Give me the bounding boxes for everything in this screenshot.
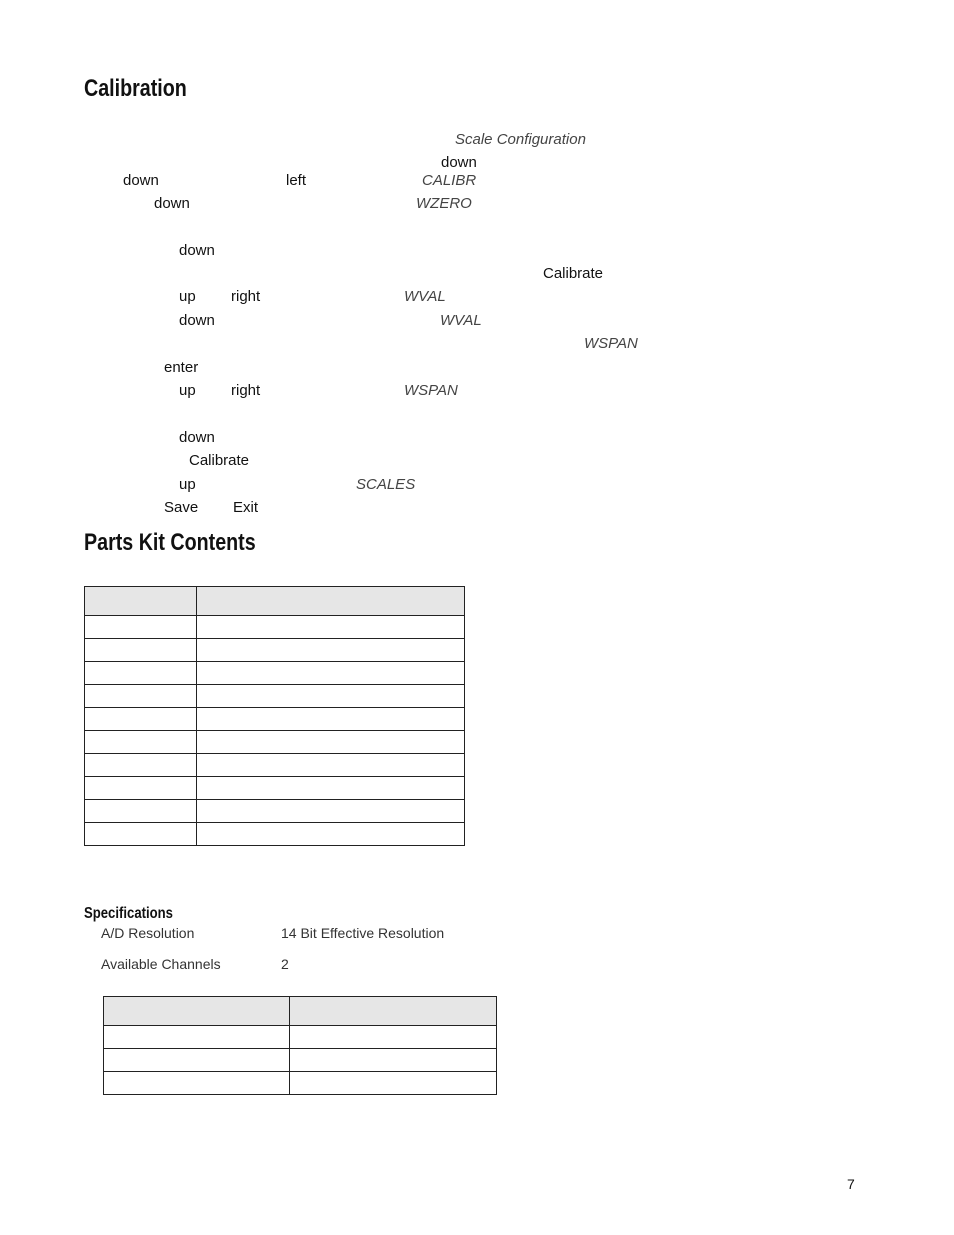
table-cell — [197, 662, 465, 685]
table-row — [85, 754, 465, 777]
table-cell — [197, 685, 465, 708]
key-down: down — [123, 172, 159, 189]
key-down: down — [179, 242, 215, 259]
table-row — [85, 616, 465, 639]
table-row — [85, 662, 465, 685]
table-row — [104, 1049, 497, 1072]
key-down: down — [179, 429, 215, 446]
table-cell — [104, 1026, 290, 1049]
spec-value: 2 — [281, 956, 289, 972]
key-down: down — [179, 312, 215, 329]
table-cell — [85, 800, 197, 823]
display-calibr: CALIBR — [422, 172, 477, 189]
spec-value: 14 Bit Effective Resolution — [281, 925, 445, 941]
table-cell — [85, 662, 197, 685]
parts-kit-heading: Parts Kit Contents — [84, 529, 256, 556]
table-cell — [197, 800, 465, 823]
table-cell — [85, 823, 197, 846]
table-row — [85, 685, 465, 708]
table-cell — [85, 777, 197, 800]
table-row — [85, 800, 465, 823]
spec-label: A/D Resolution — [101, 925, 195, 941]
table-cell — [85, 708, 197, 731]
table-row — [85, 823, 465, 846]
key-up: up — [179, 288, 196, 305]
table-row — [85, 777, 465, 800]
calibrate-label: Calibrate — [543, 265, 604, 282]
exit-label: Exit — [233, 499, 259, 516]
specifications-table — [103, 996, 497, 1095]
table-header-cell — [197, 587, 465, 616]
key-right: right — [231, 382, 261, 399]
table-header-row — [85, 587, 465, 616]
table-cell — [197, 731, 465, 754]
scale-configuration-ref: Scale Configuration — [455, 131, 586, 148]
table-cell — [197, 754, 465, 777]
table-cell — [290, 1072, 497, 1095]
table-cell — [85, 731, 197, 754]
save-label: Save — [164, 499, 199, 516]
table-cell — [104, 1049, 290, 1072]
display-scales: SCALES — [356, 476, 416, 493]
key-left: left — [286, 172, 307, 189]
table-cell — [85, 616, 197, 639]
calibrate-label: Calibrate — [189, 452, 250, 469]
display-wspan: WSPAN — [404, 382, 458, 399]
table-header-row — [104, 997, 497, 1026]
key-down: down — [154, 195, 190, 212]
page-number: 7 — [847, 1176, 855, 1192]
table-cell — [197, 639, 465, 662]
table-row — [85, 731, 465, 754]
table-header-cell — [290, 997, 497, 1026]
table-cell — [85, 685, 197, 708]
table-cell — [85, 754, 197, 777]
table-header-cell — [104, 997, 290, 1026]
key-down: down — [441, 154, 477, 171]
table-cell — [290, 1026, 497, 1049]
parts-kit-table — [84, 586, 465, 846]
table-row — [85, 639, 465, 662]
table-cell — [197, 777, 465, 800]
spec-label: Available Channels — [101, 956, 221, 972]
key-right: right — [231, 288, 261, 305]
display-wspan: WSPAN — [584, 335, 638, 352]
calibration-heading: Calibration — [84, 75, 187, 102]
table-header-cell — [85, 587, 197, 616]
table-cell — [290, 1049, 497, 1072]
display-wval: WVAL — [440, 312, 482, 329]
table-cell — [197, 616, 465, 639]
table-cell — [85, 639, 197, 662]
specifications-heading: Specifications — [84, 905, 173, 922]
table-row — [104, 1026, 497, 1049]
table-row — [85, 708, 465, 731]
table-cell — [197, 708, 465, 731]
display-wval: WVAL — [404, 288, 446, 305]
key-enter: enter — [164, 359, 199, 376]
display-wzero: WZERO — [416, 195, 472, 212]
key-up: up — [179, 382, 196, 399]
table-cell — [104, 1072, 290, 1095]
key-up: up — [179, 476, 196, 493]
table-cell — [197, 823, 465, 846]
table-row — [104, 1072, 497, 1095]
